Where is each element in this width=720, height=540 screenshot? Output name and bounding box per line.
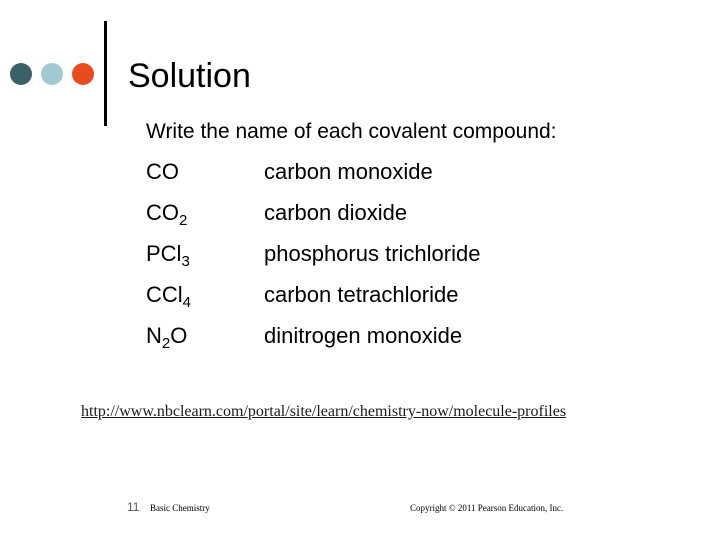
footer-copyright: Copyright © 2011 Pearson Education, Inc. [410,503,564,513]
compound-formula: CCl$_4$ [146,282,192,311]
compound-formula: $CO_2$ [146,200,188,229]
slide-title: Solution [128,57,251,95]
molecule-profiles-link[interactable]: http://www.nbclearn.com/portal/site/learn/chemistry-now/molecule-profiles [81,403,567,420]
decor-dot-light [41,63,63,85]
compound-formula: CO [146,159,179,184]
compound-name: carbon dioxide [264,200,408,225]
compound-name: carbon tetrachloride [264,282,459,307]
compound-formula: $N_2O$ [146,323,188,352]
compound-name: carbon monoxide [264,159,433,184]
title-divider [104,21,107,126]
page-number: 11 [127,500,140,514]
compound-name: phosphorus trichloride [264,241,481,266]
footer-book-title: Basic Chemistry [150,503,210,513]
compound-formula: PCl$_3$ [146,241,190,270]
decor-dot-dark [10,63,32,85]
decor-dot-orange [72,63,94,85]
slide-subtitle: Write the name of each covalent compound: [146,120,557,143]
compound-name: dinitrogen monoxide [264,323,463,348]
